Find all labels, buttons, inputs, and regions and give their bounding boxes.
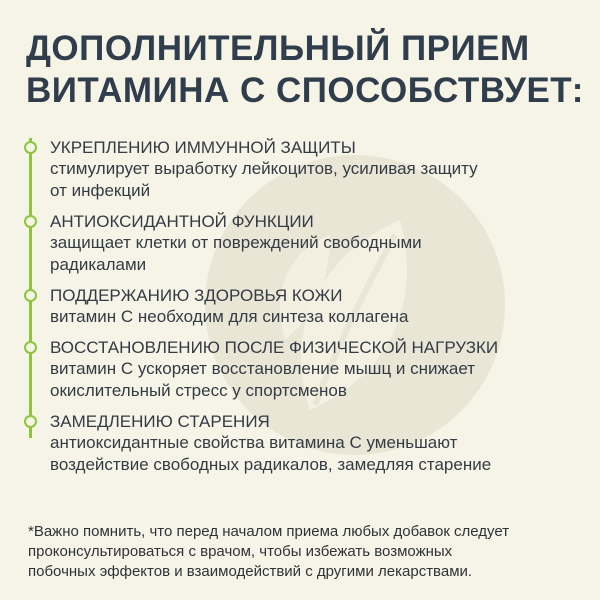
page-title xyxy=(26,28,586,112)
item-desc-line: защищает клетки от повреждений свободными xyxy=(50,233,422,252)
note-line: побочных эффектов и взаимодействий с другими лекарствами. xyxy=(28,563,473,580)
item-desc-line: воздействие свободных радикалов, замедляя старение xyxy=(50,455,492,474)
item-title: ВОССТАНОВЛЕНИЮ ПОСЛЕ ФИЗИЧЕСКОЙ НАГРУЗКИ xyxy=(50,338,499,357)
item-title: УКРЕПЛЕНИЮ ИММУННОЙ ЗАЩИТЫ xyxy=(50,138,356,157)
note-line: *Важно помнить, что перед началом приема любых добавок следует xyxy=(28,523,510,540)
bullet-dot-icon xyxy=(24,141,37,154)
item-desc-line: витамин С необходим для синтеза коллагена xyxy=(50,307,409,326)
benefit-list xyxy=(24,138,584,486)
bullet-dot-icon xyxy=(24,215,37,228)
item-desc-line: радикалами xyxy=(50,255,147,274)
item-desc-line: от инфекций xyxy=(50,181,151,200)
item-desc-line: антиоксидантные свойства витамина С уменьшают xyxy=(50,433,458,452)
item-title: ЗАМЕДЛЕНИЮ СТАРЕНИЯ xyxy=(50,412,270,431)
bullet-dot-icon xyxy=(24,341,37,354)
list-item xyxy=(24,286,584,328)
item-title: ПОДДЕРЖАНИЮ ЗДОРОВЬЯ КОЖИ xyxy=(50,286,343,305)
item-title: АНТИОКСИДАНТНОЙ ФУНКЦИИ xyxy=(50,212,314,231)
bullet-dot-icon xyxy=(24,415,37,428)
note-line: проконсультироваться с врачом, чтобы избежать возможных xyxy=(28,543,453,560)
list-item xyxy=(24,138,584,202)
title-line-1: ДОПОЛНИТЕЛЬНЫЙ ПРИЕМ xyxy=(26,29,530,68)
item-desc-line: стимулирует выработку лейкоцитов, усиливая защиту xyxy=(50,159,478,178)
title-line-2: ВИТАМИНА С СПОСОБСТВУЕТ: xyxy=(26,71,584,110)
disclaimer-note xyxy=(28,522,588,582)
bullet-dot-icon xyxy=(24,289,37,302)
item-desc-line: окислительный стресс у спортсменов xyxy=(50,381,347,400)
list-item xyxy=(24,412,584,476)
list-item xyxy=(24,212,584,276)
list-item xyxy=(24,338,584,402)
item-desc-line: витамин С ускоряет восстановление мышц и снижает xyxy=(50,359,476,378)
